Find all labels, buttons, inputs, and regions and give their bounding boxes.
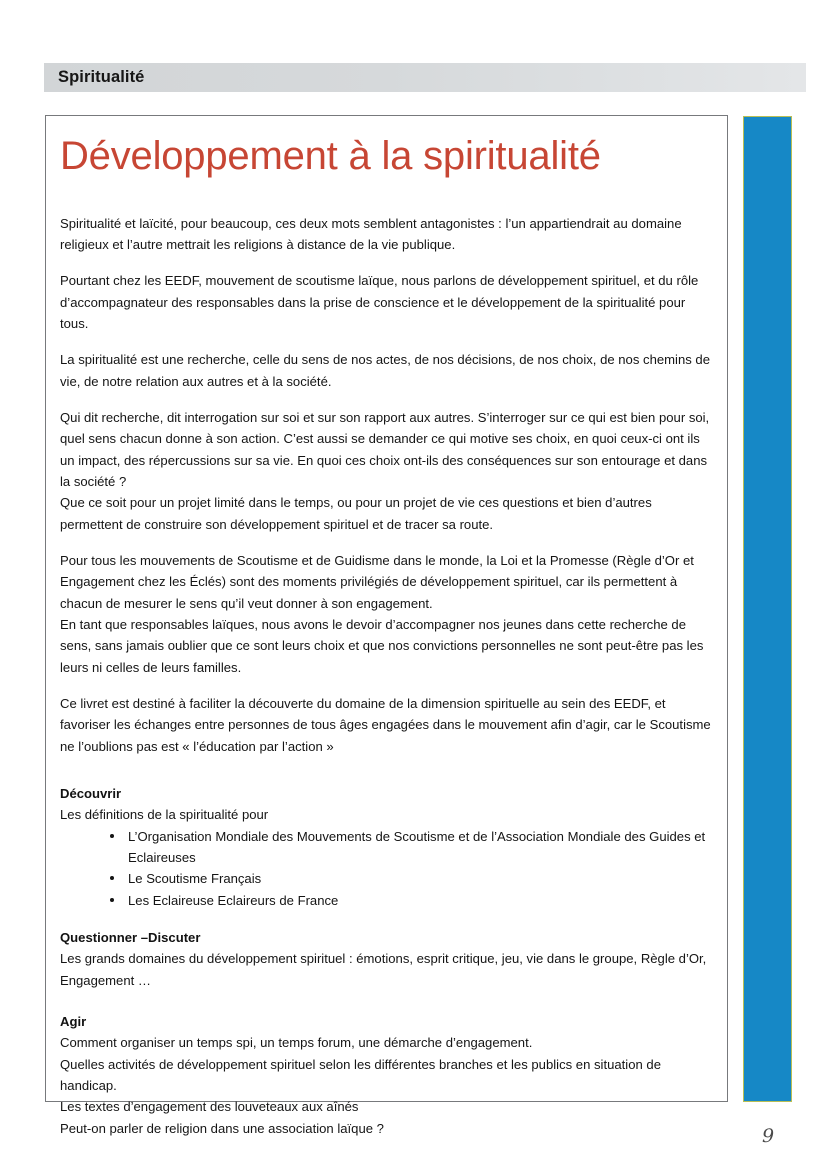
content-box (45, 115, 728, 1136)
heading-questionner-discuter: Questionner –Discuter (60, 929, 201, 945)
spacer (60, 911, 717, 927)
page-number: 9 (762, 1125, 775, 1147)
spacer (60, 772, 717, 783)
paragraph-livret-objectif: Ce livret est destiné à faciliter la découverte du domaine de la dimension spirituelle au sein des EEDF, et favoriser les échanges entre personnes de tous âges engagées dans le mouvement afin d’agir, car le Scoutisme ne l’oublions pas est « l’éducation par l’action » (60, 696, 711, 754)
heading-decouvrir: Découvrir (60, 786, 122, 802)
bullet-dot-icon (110, 834, 114, 838)
content-inner (60, 134, 717, 1139)
list-item (110, 826, 717, 869)
bullet-dot-icon (110, 876, 114, 880)
agir-line-1: Comment organiser un temps spi, un temps forum, une démarche d’engagement. (60, 1035, 533, 1051)
heading-agir: Agir (60, 1013, 87, 1029)
agir-line-4: Peut-on parler de religion dans une association laïque ? (60, 1120, 384, 1136)
agir-line-3: Les textes d’engagement des louveteaux aux aînés (60, 1099, 359, 1115)
list-item (110, 868, 717, 889)
paragraph-loi-promesse: Pour tous les mouvements de Scoutisme et de Guidisme dans le monde, la Loi et la Promesse (Règle d’Or et Engagement chez les Éclés) sont des moments privilégiés de développement spirituel, car ils permettent à chacun de mesurer le sens qu’il veut donner à son engagement. (60, 553, 694, 611)
spacer (60, 991, 717, 1011)
decouvrir-intro: Les définitions de la spiritualité pour (60, 807, 269, 823)
list-item-label: Le Scoutisme Français (128, 871, 262, 887)
list-item-label: Les Eclaireuse Eclaireurs de France (128, 892, 339, 908)
decouvrir-bullet-list (60, 826, 717, 911)
section-header-band (44, 63, 806, 92)
decorative-blue-sidebar (743, 116, 792, 1102)
questionner-text: Les grands domaines du développement spirituel : émotions, esprit critique, jeu, vie dans le groupe, Règle d’Or, Engagement … (60, 951, 707, 988)
page-title: Développement à la spiritualité (60, 134, 601, 178)
paragraph-spiritualite-recherche: La spiritualité est une recherche, celle du sens de nos actes, de nos décisions, de nos choix, de nos chemins de vie, de notre relation aux autres et à la société. (60, 352, 710, 389)
bullet-dot-icon (110, 898, 114, 902)
paragraph-responsables-laiques: En tant que responsables laïques, nous avons le devoir d’accompagner nos jeunes dans cette recherche de sens, sans jamais oublier que ce sont leurs choix et que nos convictions personnelles ne sont peut-être pas les leurs ni celles de leurs familles. (60, 617, 704, 675)
paragraph-intro-laicite: Spiritualité et laïcité, pour beaucoup, ces deux mots semblent antagonistes : l’un appartiendrait au domaine religieux et l’autre mettrait les religions à distance de la vie publique. (60, 215, 682, 253)
paragraph-projet-de-vie: Que ce soit pour un projet limité dans le temps, ou pour un projet de vie ces questions et bien d’autres permettent de construire son développement spirituel et de tracer sa route. (60, 495, 652, 532)
section-title: Spiritualité (58, 67, 145, 86)
paragraph-interrogation-soi: Qui dit recherche, dit interrogation sur soi et sur son rapport aux autres. S’interroger sur ce qui est bien pour soi, quel sens chacun donne à son action. C’est aussi se demander ce qui motive ses choix, en quoi ceux-ci ont ils un impact, des répercussions sur sa vie. En quoi ces choix ont-ils des conséquences sur son entourage et dans la société ? (60, 410, 710, 490)
list-item (110, 890, 717, 911)
agir-line-2: Quelles activités de développement spirituel selon les différentes branches et les publics en situation de handicap. (60, 1056, 661, 1093)
paragraph-eedf-mouvement: Pourtant chez les EEDF, mouvement de scoutisme laïque, nous parlons de développement spirituel, et du rôle d’accompagnateur des responsables dans la prise de conscience et le développement de la spiritualité pour tous. (60, 273, 699, 332)
list-item-label: L’Organisation Mondiale des Mouvements de Scoutisme et de l’Association Mondiale des Guides et Eclaireuses (128, 828, 706, 865)
